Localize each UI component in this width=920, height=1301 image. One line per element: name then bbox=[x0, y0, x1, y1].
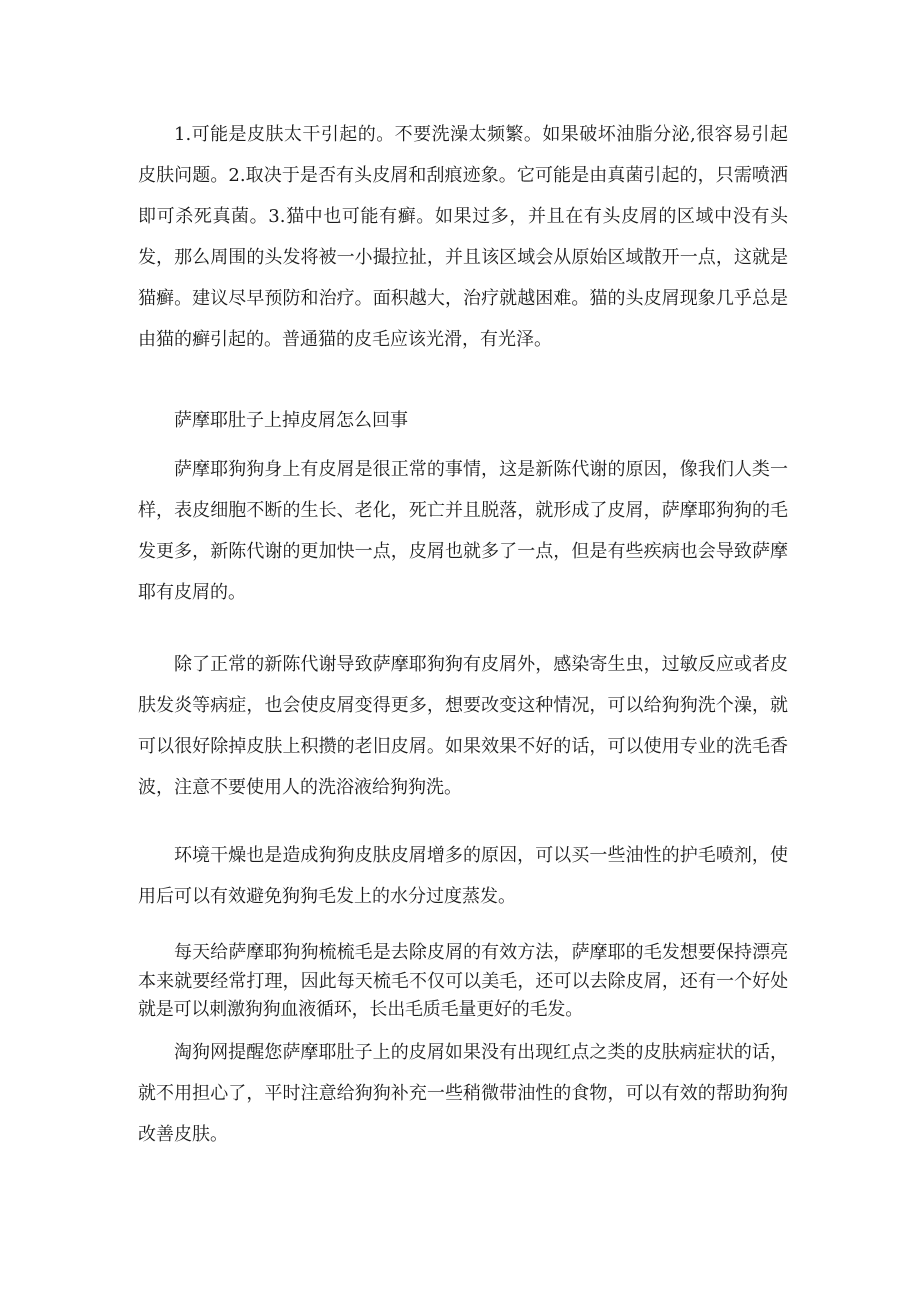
paragraph-daily-brushing: 每天给萨摩耶狗狗梳梳毛是去除皮屑的有效方法，萨摩耶的毛发想要保持漂亮本来就要经常打理，因此每天梳毛不仅可以美毛，还可以去除皮屑，还有一个好处就是可以刺激狗狗血液循环，长出毛质毛量更好的毛发。 bbox=[138, 942, 788, 1020]
paragraph-disease-causes: 除了正常的新陈代谢导致萨摩耶狗狗有皮屑外，感染寄生虫，过敏反应或者皮肤发炎等病症，也会使皮屑变得更多，想要改变这种情况，可以给狗狗洗个澡，就可以很好除掉皮肤上积攒的老旧皮屑。如果效果不好的话，可以使用专业的洗毛香波，注意不要使用人的洗浴液给狗狗洗。 bbox=[138, 654, 788, 798]
paragraph-closing-advice: 淘狗网提醒您萨摩耶肚子上的皮屑如果没有出现红点之类的皮肤病症状的话，就不用担心了，平时注意给狗狗补充一些稍微带油性的食物，可以有效的帮助狗狗改善皮肤。 bbox=[138, 1042, 788, 1145]
section-heading: 萨摩耶肚子上掉皮屑怎么回事 bbox=[174, 410, 408, 431]
paragraph-cat-dandruff-causes: 1.可能是皮肤太干引起的。不要洗澡太频繁。如果破坏油脂分泌,很容易引起皮肤问题。2.取决于是否有头皮屑和刮痕迹象。它可能是由真菌引起的，只需喷洒即可杀死真菌。3.猫中也可能有癣。如果过多，并且在有头皮屑的区域中没有头发，那么周围的头发将被一小撮拉扯，并且该区域会从原始区域散开一点，这就是猫癣。建议尽早预防和治疗。面积越大，治疗就越困难。猫的头皮屑现象几乎总是由猫的癣引起的。普通猫的皮毛应该光滑，有光泽。 bbox=[138, 124, 788, 350]
paragraph-dry-environment: 环境干燥也是造成狗狗皮肤皮屑增多的原因，可以买一些油性的护毛喷剂，使用后可以有效避免狗狗毛发上的水分过度蒸发。 bbox=[138, 845, 788, 907]
paragraph-samoyed-metabolism: 萨摩耶狗狗身上有皮屑是很正常的事情，这是新陈代谢的原因，像我们人类一样，表皮细胞不断的生长、老化，死亡并且脱落，就形成了皮屑，萨摩耶狗狗的毛发更多，新陈代谢的更加快一点，皮屑也就多了一点，但是有些疾病也会导致萨摩耶有皮屑的。 bbox=[138, 459, 788, 603]
